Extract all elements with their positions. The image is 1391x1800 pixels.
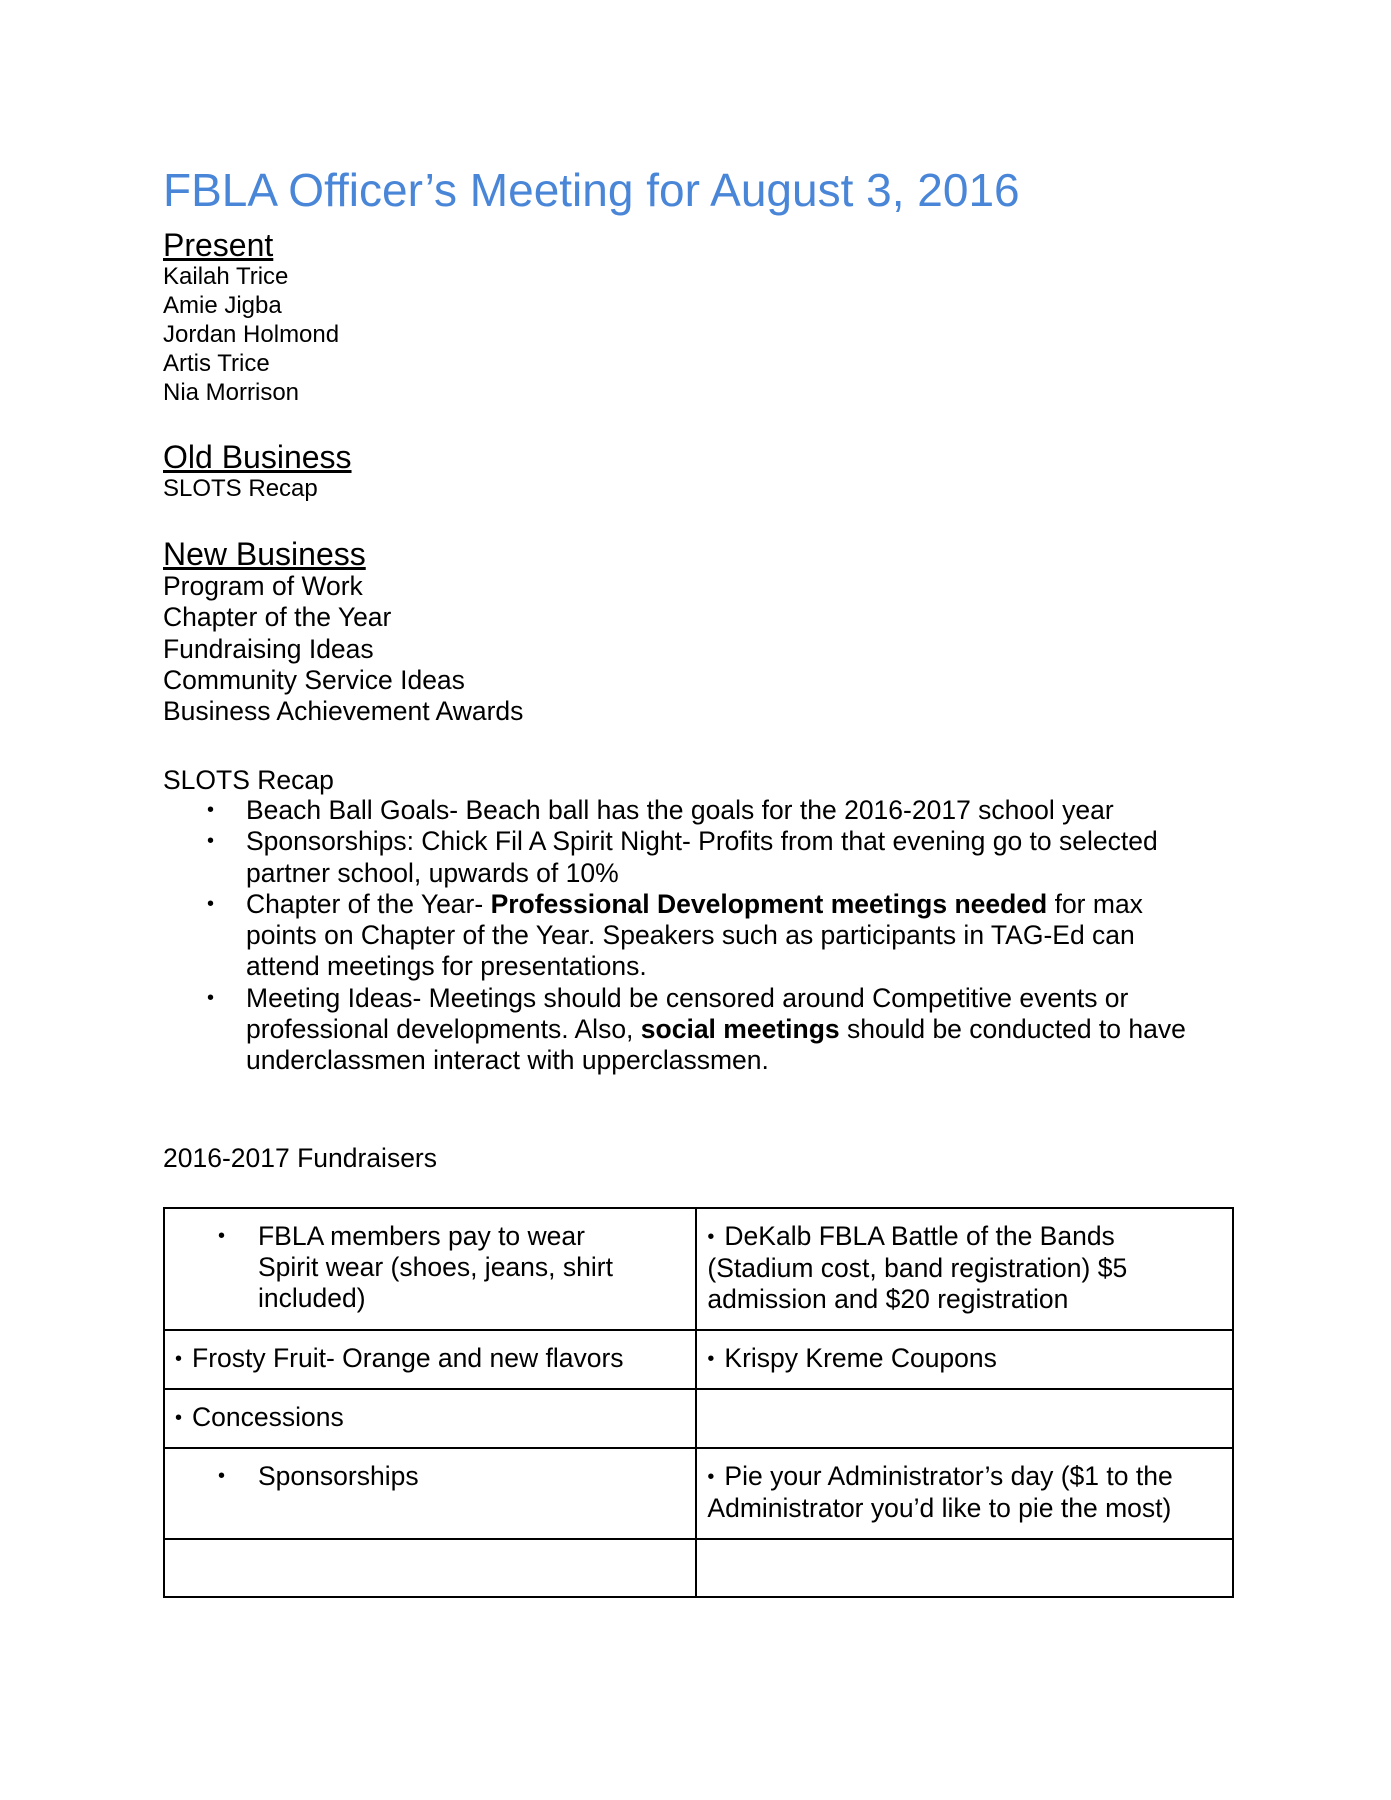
table-cell: [696, 1208, 1233, 1330]
new-business-item: Community Service Ideas: [163, 664, 465, 695]
present-name: Jordan Holmond: [163, 321, 340, 348]
list-item: [163, 889, 1233, 983]
bullet-icon: •: [218, 1465, 226, 1487]
cell-text: [707, 1343, 1222, 1375]
old-business-items: [163, 474, 1233, 503]
table-cell: [164, 1389, 696, 1448]
list-item-text: Sponsorships: Chick Fil A Spirit Night- Profits from that evening go to selected: [246, 826, 1158, 857]
cell-text: [707, 1461, 1222, 1493]
list-item-text: Beach Ball Goals- Beach ball has the goals for the 2016-2017 school year: [246, 795, 1114, 825]
present-name: Nia Morrison: [163, 379, 300, 406]
fundraisers-heading: 2016-2017 Fundraisers: [163, 1143, 438, 1173]
text-fragment: Concessions: [192, 1402, 344, 1432]
bullet-icon: •: [707, 1466, 715, 1488]
cell-text: Spirit wear (shoes, jeans, shirt: [258, 1252, 613, 1282]
bullet-icon: •: [175, 1348, 183, 1370]
page-title: FBLA Officer’s Meeting for August 3, 2016: [163, 164, 1020, 216]
text-fragment: Frosty Fruit- Orange and new flavors: [192, 1343, 624, 1373]
bold-text: Professional Development meetings needed: [490, 888, 1048, 919]
cell-text: FBLA members pay to wear: [258, 1221, 585, 1251]
slots-recap-list: [163, 795, 1233, 1077]
bullet-icon: •: [218, 1225, 226, 1247]
present-name: Amie Jigba: [163, 292, 282, 319]
table-row: [164, 1448, 1233, 1539]
list-item-text: attend meetings for presentations.: [246, 951, 647, 982]
list-item-text: underclassmen interact with upperclassmen.: [246, 1045, 769, 1076]
table-cell: [164, 1208, 696, 1330]
cell-text: included): [258, 1283, 366, 1313]
slots-recap-heading: SLOTS Recap: [163, 765, 334, 795]
cell-text: [707, 1221, 1222, 1253]
table-cell-empty: [164, 1539, 696, 1597]
table-row: [164, 1330, 1233, 1389]
list-item-text: points on Chapter of the Year. Speakers such as participants in TAG-Ed can: [246, 920, 1135, 951]
list-item-text: Meeting Ideas- Meetings should be censored around Competitive events or: [246, 982, 1129, 1013]
present-name: Kailah Trice: [163, 263, 289, 290]
table-row: [164, 1389, 1233, 1448]
table-row: [164, 1208, 1233, 1330]
text-fragment: DeKalb FBLA Battle of the Bands: [724, 1221, 1115, 1251]
list-item: [163, 983, 1233, 1077]
bullet-icon: •: [707, 1226, 715, 1248]
text-fragment: professional developments. Also,: [246, 1014, 641, 1045]
text-fragment: Krispy Kreme Coupons: [724, 1343, 997, 1373]
bullet-icon: •: [707, 1348, 715, 1370]
new-business-section: [163, 537, 1233, 727]
table-cell-empty: [696, 1539, 1233, 1597]
cell-text: admission and $20 registration: [707, 1284, 1069, 1314]
bullet-icon: •: [207, 986, 215, 1009]
present-name: Artis Trice: [163, 350, 270, 377]
fundraisers-table: [163, 1207, 1234, 1598]
bullet-icon: •: [175, 1407, 183, 1429]
table-cell-empty: [696, 1389, 1233, 1448]
old-business-heading: Old Business: [163, 439, 352, 475]
new-business-items: [163, 571, 1233, 727]
text-fragment: Pie your Administrator’s day ($1 to the: [724, 1461, 1173, 1491]
present-section: [163, 228, 1233, 407]
bullet-icon: •: [207, 830, 215, 853]
new-business-item: Chapter of the Year: [163, 602, 392, 633]
bullet-icon: •: [207, 892, 215, 915]
list-item-text: [246, 889, 1233, 920]
list-item: [163, 826, 1233, 889]
cell-text: Administrator you’d like to pie the most): [707, 1493, 1172, 1523]
new-business-item: Fundraising Ideas: [163, 633, 374, 664]
bullet-icon: •: [207, 799, 215, 821]
present-names: [163, 262, 1233, 407]
table-cell: [164, 1448, 696, 1539]
present-heading: Present: [163, 227, 274, 263]
text-fragment: should be conducted to have: [839, 1014, 1186, 1045]
table-cell: [164, 1330, 696, 1389]
list-item-text: partner school, upwards of 10%: [246, 857, 619, 888]
list-item-text: [246, 1014, 1233, 1045]
old-business-section: [163, 440, 1233, 503]
table-row: [164, 1539, 1233, 1597]
list-item: [163, 795, 1233, 826]
text-fragment: Chapter of the Year-: [246, 888, 491, 919]
bold-text: social meetings: [640, 1014, 840, 1045]
cell-text: Sponsorships: [258, 1461, 419, 1491]
cell-text: [175, 1402, 685, 1434]
table-cell: [696, 1330, 1233, 1389]
cell-text: (Stadium cost, band registration) $5: [707, 1253, 1128, 1283]
text-fragment: for max: [1047, 888, 1143, 919]
old-business-item: SLOTS Recap: [163, 475, 318, 502]
new-business-heading: New Business: [163, 536, 366, 572]
new-business-item: Business Achievement Awards: [163, 696, 524, 727]
cell-text: [175, 1343, 685, 1375]
slots-recap-section: [163, 765, 1233, 1077]
table-cell: [696, 1448, 1233, 1539]
new-business-item: Program of Work: [163, 571, 363, 601]
